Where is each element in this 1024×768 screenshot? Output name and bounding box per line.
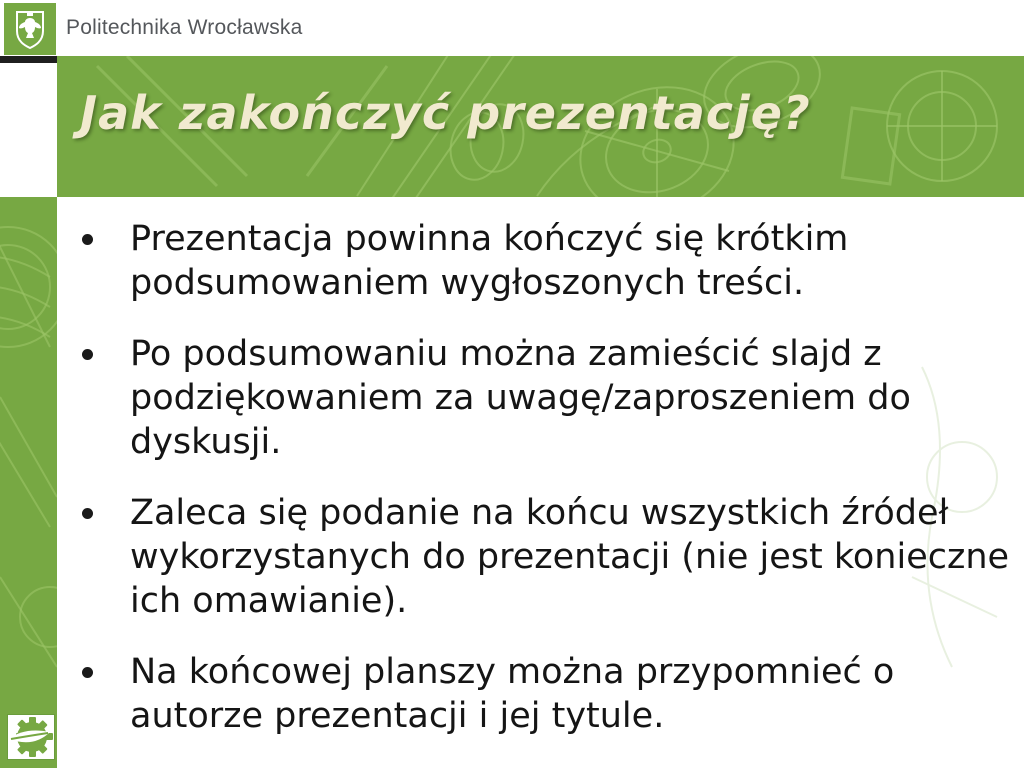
bullet-marker bbox=[82, 667, 93, 678]
bullet-marker bbox=[82, 508, 93, 519]
list-item bbox=[57, 217, 1010, 305]
bullet-text: Prezentacja powinna kończyć się krótkim podsumowaniem wygłoszonych treści. bbox=[130, 219, 849, 303]
sidebar-pattern bbox=[0, 197, 57, 768]
institution-name: Politechnika Wrocławska bbox=[66, 16, 303, 39]
logo-shadow-strip bbox=[0, 56, 57, 63]
bullet-marker bbox=[82, 349, 93, 360]
bullet-list bbox=[57, 197, 1024, 738]
bullet-text: Po podsumowaniu można zamieścić slajd z podziękowaniem za uwagę/zaproszeniem do dyskusji. bbox=[130, 334, 911, 462]
page-title: Jak zakończyć prezentację? bbox=[80, 86, 811, 140]
slide-header bbox=[0, 0, 1024, 56]
sidebar bbox=[0, 197, 57, 768]
list-item bbox=[57, 491, 1010, 623]
gear-leaf-icon bbox=[7, 714, 55, 760]
bullet-marker bbox=[82, 234, 93, 245]
title-band bbox=[57, 56, 1024, 197]
list-item bbox=[57, 332, 1010, 464]
list-item bbox=[57, 650, 1010, 738]
bullet-text: Na końcowej planszy można przypomnieć o autorze prezentacji i jej tytule. bbox=[130, 652, 895, 736]
slide-body bbox=[57, 197, 1024, 768]
bullet-text: Zaleca się podanie na końcu wszystkich źródeł wykorzystanych do prezentacji (nie jest konieczne ich omawianie). bbox=[130, 493, 1010, 621]
university-logo-icon bbox=[4, 3, 56, 55]
